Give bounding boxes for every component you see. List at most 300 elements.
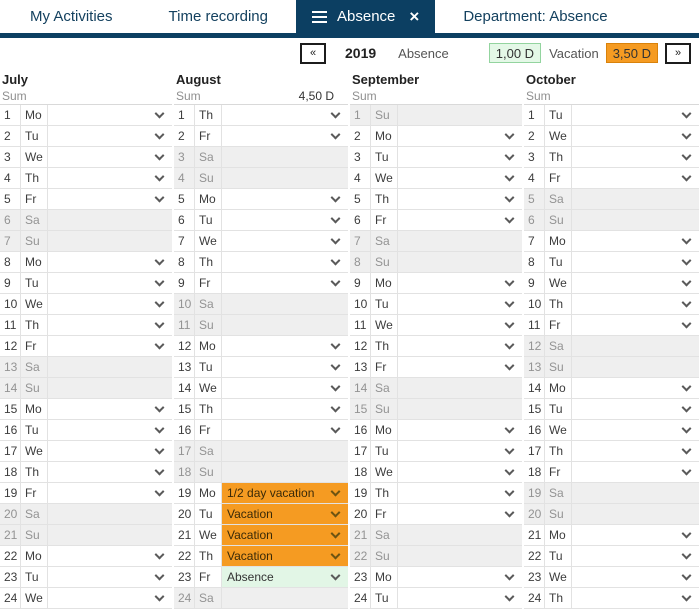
day-number: 9 <box>174 273 195 293</box>
absence-select[interactable] <box>398 483 522 503</box>
day-number: 15 <box>0 399 21 419</box>
day-row <box>174 336 348 357</box>
chevron-down-icon <box>682 235 692 245</box>
absence-select[interactable] <box>48 294 172 314</box>
absence-select[interactable] <box>572 525 699 545</box>
day-row <box>0 105 172 126</box>
chevron-down-icon <box>505 424 515 434</box>
day-row <box>350 357 522 378</box>
chevron-down-icon <box>505 466 515 476</box>
absence-select[interactable] <box>48 126 172 146</box>
absence-select[interactable] <box>222 336 348 356</box>
day-row <box>0 378 172 399</box>
absence-select[interactable] <box>48 336 172 356</box>
day-number: 16 <box>174 420 195 440</box>
weekday-label: Su <box>545 210 572 230</box>
chevron-down-icon <box>505 277 515 287</box>
day-row <box>0 357 172 378</box>
day-row <box>0 126 172 147</box>
day-row <box>174 126 348 147</box>
tab-label: Time recording <box>168 8 268 25</box>
chevron-down-icon <box>331 277 341 287</box>
weekday-label: Th <box>371 189 398 209</box>
prev-year-button[interactable]: « <box>300 43 326 64</box>
chevron-down-icon <box>505 487 515 497</box>
day-row <box>174 420 348 441</box>
day-number: 6 <box>524 210 545 230</box>
day-number: 2 <box>350 126 371 146</box>
absence-select <box>48 525 172 545</box>
day-row <box>350 126 522 147</box>
absence-select <box>222 315 348 335</box>
day-number: 22 <box>350 546 371 566</box>
weekday-label: Su <box>545 357 572 377</box>
weekday-label: Sa <box>371 378 398 398</box>
absence-select[interactable] <box>398 168 522 188</box>
chevron-down-icon <box>155 571 165 581</box>
day-number: 11 <box>350 315 371 335</box>
day-number: 22 <box>0 546 21 566</box>
chevron-down-icon <box>155 424 165 434</box>
weekday-label: Fr <box>371 357 398 377</box>
menu-icon[interactable] <box>312 11 327 23</box>
day-number: 1 <box>174 105 195 125</box>
day-number: 11 <box>0 315 21 335</box>
calendar <box>0 68 699 609</box>
day-row <box>350 105 522 126</box>
day-row <box>524 168 699 189</box>
weekday-label: Tu <box>371 588 398 608</box>
weekday-label: Tu <box>195 504 222 524</box>
absence-select[interactable] <box>222 525 348 545</box>
absence-select[interactable] <box>48 105 172 125</box>
month-column-october <box>524 70 699 609</box>
absence-select[interactable] <box>398 210 522 230</box>
weekday-label: Sa <box>195 588 222 608</box>
weekday-label: Su <box>371 546 398 566</box>
weekday-label: Tu <box>545 252 572 272</box>
day-number: 14 <box>350 378 371 398</box>
absence-select[interactable] <box>572 252 699 272</box>
year-label: 2019 <box>345 45 377 61</box>
tab-bar <box>0 0 699 33</box>
absence-select[interactable] <box>398 147 522 167</box>
absence-select[interactable] <box>398 294 522 314</box>
day-row <box>524 420 699 441</box>
day-row <box>524 273 699 294</box>
day-row <box>174 231 348 252</box>
absence-select <box>572 483 699 503</box>
weekday-label: Su <box>371 105 398 125</box>
day-row <box>174 525 348 546</box>
absence-select[interactable] <box>48 399 172 419</box>
absence-select[interactable] <box>48 273 172 293</box>
day-row <box>0 147 172 168</box>
absence-select <box>398 546 522 566</box>
weekday-label: Su <box>21 525 48 545</box>
weekday-label: Th <box>21 315 48 335</box>
day-number: 18 <box>350 462 371 482</box>
weekday-label: Mo <box>545 378 572 398</box>
day-number: 10 <box>350 294 371 314</box>
absence-select[interactable] <box>48 567 172 587</box>
weekday-label: Su <box>21 231 48 251</box>
weekday-label: Fr <box>545 462 572 482</box>
day-row <box>174 483 348 504</box>
chevron-down-icon <box>505 445 515 455</box>
weekday-label: Th <box>195 252 222 272</box>
chevron-down-icon <box>505 151 515 161</box>
absence-select[interactable] <box>572 462 699 482</box>
chevron-down-icon <box>331 235 341 245</box>
absence-select[interactable] <box>398 273 522 293</box>
absence-select[interactable] <box>572 441 699 461</box>
weekday-label: We <box>21 294 48 314</box>
absence-select[interactable] <box>398 189 522 209</box>
day-number: 7 <box>0 231 21 251</box>
day-number: 13 <box>0 357 21 377</box>
day-row <box>0 210 172 231</box>
tab-my-activities[interactable] <box>0 0 141 33</box>
absence-select[interactable] <box>222 399 348 419</box>
day-row <box>524 336 699 357</box>
chevron-down-icon <box>682 550 692 560</box>
absence-select[interactable] <box>398 420 522 440</box>
absence-select[interactable] <box>48 168 172 188</box>
absence-select[interactable] <box>398 462 522 482</box>
weekday-label: Tu <box>21 420 48 440</box>
absence-legend-label: Absence <box>398 45 449 61</box>
day-row <box>524 546 699 567</box>
day-row <box>174 567 348 588</box>
day-row <box>0 231 172 252</box>
weekday-label: Mo <box>195 483 222 503</box>
day-number: 8 <box>174 252 195 272</box>
day-row <box>0 525 172 546</box>
day-number: 11 <box>174 315 195 335</box>
day-row <box>174 147 348 168</box>
day-number: 17 <box>174 441 195 461</box>
day-number: 7 <box>174 231 195 251</box>
absence-select-value: Vacation <box>227 528 273 542</box>
weekday-label: Tu <box>545 546 572 566</box>
weekday-label: Tu <box>545 399 572 419</box>
absence-select[interactable] <box>572 126 699 146</box>
absence-select[interactable] <box>222 273 348 293</box>
day-row <box>0 168 172 189</box>
absence-select[interactable] <box>572 546 699 566</box>
chevron-down-icon <box>505 571 515 581</box>
absence-select <box>48 231 172 251</box>
weekday-label: Sa <box>545 336 572 356</box>
weekday-label: We <box>21 441 48 461</box>
absence-select[interactable] <box>48 315 172 335</box>
day-number: 12 <box>0 336 21 356</box>
day-row <box>0 252 172 273</box>
weekday-label: We <box>21 588 48 608</box>
day-row <box>0 546 172 567</box>
absence-select <box>398 252 522 272</box>
day-number: 3 <box>0 147 21 167</box>
day-number: 14 <box>174 378 195 398</box>
day-row <box>174 294 348 315</box>
absence-select[interactable] <box>48 252 172 272</box>
day-number: 7 <box>524 231 545 251</box>
weekday-label: We <box>21 147 48 167</box>
chevron-down-icon <box>331 508 341 518</box>
day-number: 5 <box>524 189 545 209</box>
absence-select[interactable] <box>48 147 172 167</box>
day-number: 1 <box>350 105 371 125</box>
day-number: 7 <box>350 231 371 251</box>
day-number: 13 <box>174 357 195 377</box>
absence-select[interactable] <box>48 420 172 440</box>
day-number: 13 <box>350 357 371 377</box>
month-column-september <box>350 70 522 609</box>
absence-select[interactable] <box>48 588 172 608</box>
chevron-down-icon <box>155 550 165 560</box>
absence-select[interactable] <box>48 483 172 503</box>
weekday-label: Mo <box>21 105 48 125</box>
absence-total-badge: 1,00 D <box>489 43 541 63</box>
day-number: 9 <box>524 273 545 293</box>
absence-select[interactable] <box>48 462 172 482</box>
absence-select[interactable] <box>572 105 699 125</box>
chevron-down-icon <box>682 424 692 434</box>
day-row <box>174 273 348 294</box>
chevron-down-icon <box>331 550 341 560</box>
absence-select[interactable] <box>222 252 348 272</box>
month-sum-row <box>524 87 699 105</box>
tab-label: Absence <box>337 8 396 25</box>
chevron-down-icon <box>505 172 515 182</box>
day-row <box>350 315 522 336</box>
day-number: 8 <box>350 252 371 272</box>
day-number: 24 <box>0 588 21 608</box>
weekday-label: Tu <box>371 147 398 167</box>
absence-select[interactable] <box>222 105 348 125</box>
weekday-label: Sa <box>371 525 398 545</box>
weekday-label: Th <box>545 147 572 167</box>
chevron-down-icon <box>155 256 165 266</box>
absence-select[interactable] <box>222 483 348 503</box>
day-number: 2 <box>0 126 21 146</box>
absence-select[interactable] <box>572 168 699 188</box>
absence-select <box>222 147 348 167</box>
weekday-label: Sa <box>195 441 222 461</box>
day-number: 20 <box>174 504 195 524</box>
chevron-down-icon <box>155 403 165 413</box>
day-number: 4 <box>0 168 21 188</box>
day-number: 18 <box>174 462 195 482</box>
chevron-down-icon <box>682 382 692 392</box>
absence-select[interactable] <box>48 189 172 209</box>
weekday-label: Mo <box>371 420 398 440</box>
day-number: 3 <box>350 147 371 167</box>
absence-select[interactable] <box>48 441 172 461</box>
absence-select[interactable] <box>572 294 699 314</box>
day-number: 4 <box>350 168 371 188</box>
weekday-label: Su <box>371 399 398 419</box>
absence-select[interactable] <box>222 126 348 146</box>
tab-absence[interactable] <box>296 0 435 33</box>
day-number: 17 <box>350 441 371 461</box>
absence-select[interactable] <box>398 126 522 146</box>
weekday-label: Tu <box>21 273 48 293</box>
absence-select[interactable] <box>222 504 348 524</box>
day-number: 6 <box>174 210 195 230</box>
day-row <box>0 441 172 462</box>
close-icon[interactable]: × <box>409 6 420 26</box>
absence-select[interactable] <box>222 546 348 566</box>
day-row <box>0 483 172 504</box>
day-number: 19 <box>0 483 21 503</box>
tab-time-recording[interactable] <box>141 0 296 33</box>
month-title: August <box>176 72 221 87</box>
day-row <box>350 189 522 210</box>
absence-select[interactable] <box>572 378 699 398</box>
month-sum-row <box>0 87 172 105</box>
weekday-label: We <box>195 525 222 545</box>
chevron-down-icon <box>682 466 692 476</box>
next-year-button[interactable]: » <box>665 43 691 64</box>
absence-select[interactable] <box>572 315 699 335</box>
day-number: 1 <box>524 105 545 125</box>
absence-select[interactable] <box>222 357 348 377</box>
day-row <box>524 252 699 273</box>
day-row <box>350 567 522 588</box>
chevron-down-icon <box>155 130 165 140</box>
day-row <box>174 315 348 336</box>
absence-select[interactable] <box>398 588 522 608</box>
absence-select <box>222 441 348 461</box>
absence-select[interactable] <box>572 420 699 440</box>
weekday-label: Th <box>545 294 572 314</box>
day-number: 15 <box>350 399 371 419</box>
weekday-label: Th <box>21 168 48 188</box>
weekday-label: Th <box>545 441 572 461</box>
absence-select[interactable] <box>222 378 348 398</box>
day-row <box>524 210 699 231</box>
day-row <box>350 168 522 189</box>
absence-select[interactable] <box>572 231 699 251</box>
absence-select[interactable] <box>398 504 522 524</box>
weekday-label: Mo <box>371 273 398 293</box>
day-row <box>0 189 172 210</box>
absence-select[interactable] <box>222 189 348 209</box>
absence-select <box>572 210 699 230</box>
absence-select <box>48 357 172 377</box>
chevron-down-icon <box>331 109 341 119</box>
day-number: 23 <box>350 567 371 587</box>
absence-select[interactable] <box>398 567 522 587</box>
absence-select[interactable] <box>398 441 522 461</box>
absence-select <box>572 504 699 524</box>
chevron-down-icon <box>682 445 692 455</box>
weekday-label: Mo <box>195 189 222 209</box>
absence-select <box>398 231 522 251</box>
day-row <box>524 378 699 399</box>
absence-select[interactable] <box>398 357 522 377</box>
day-number: 5 <box>0 189 21 209</box>
day-row <box>350 210 522 231</box>
weekday-label: Sa <box>21 357 48 377</box>
day-number: 24 <box>524 588 545 608</box>
absence-select[interactable] <box>572 147 699 167</box>
month-title: October <box>526 72 576 87</box>
absence-select[interactable] <box>572 399 699 419</box>
absence-select[interactable] <box>48 546 172 566</box>
day-row <box>174 504 348 525</box>
month-sum-row <box>350 87 522 105</box>
absence-select[interactable] <box>398 336 522 356</box>
weekday-label: We <box>545 126 572 146</box>
chevron-down-icon <box>331 130 341 140</box>
day-row <box>524 231 699 252</box>
day-number: 19 <box>174 483 195 503</box>
absence-select <box>398 399 522 419</box>
day-row <box>524 147 699 168</box>
day-row <box>524 294 699 315</box>
day-row <box>174 357 348 378</box>
absence-select[interactable] <box>222 210 348 230</box>
day-row <box>350 252 522 273</box>
month-column-august <box>174 70 348 609</box>
absence-select[interactable] <box>222 420 348 440</box>
day-row <box>174 441 348 462</box>
chevron-down-icon <box>155 592 165 602</box>
chevron-down-icon <box>505 340 515 350</box>
day-number: 14 <box>524 378 545 398</box>
month-sum-row <box>174 87 348 105</box>
day-row <box>174 588 348 609</box>
absence-select-value: Vacation <box>227 549 273 563</box>
day-number: 3 <box>174 147 195 167</box>
tab-department-absence[interactable] <box>435 0 635 33</box>
day-number: 16 <box>350 420 371 440</box>
day-number: 18 <box>0 462 21 482</box>
chevron-down-icon <box>682 151 692 161</box>
tab-label: Department: Absence <box>463 8 608 25</box>
absence-select[interactable] <box>222 567 348 587</box>
chevron-down-icon <box>682 109 692 119</box>
day-number: 21 <box>174 525 195 545</box>
absence-select[interactable] <box>572 588 699 608</box>
absence-select <box>398 105 522 125</box>
weekday-label: Mo <box>371 567 398 587</box>
weekday-label: We <box>195 378 222 398</box>
day-row <box>524 525 699 546</box>
absence-select[interactable] <box>222 231 348 251</box>
chevron-down-icon <box>331 361 341 371</box>
day-number: 21 <box>0 525 21 545</box>
day-number: 24 <box>174 588 195 608</box>
chevron-down-icon <box>331 382 341 392</box>
day-row <box>524 105 699 126</box>
weekday-label: Th <box>371 336 398 356</box>
day-row <box>350 147 522 168</box>
absence-select[interactable] <box>572 567 699 587</box>
absence-select[interactable] <box>572 273 699 293</box>
vacation-legend-label: Vacation <box>549 45 599 61</box>
day-number: 17 <box>0 441 21 461</box>
weekday-label: Fr <box>195 420 222 440</box>
weekday-label: Mo <box>545 525 572 545</box>
absence-select[interactable] <box>398 315 522 335</box>
day-row <box>174 462 348 483</box>
weekday-label: Th <box>371 483 398 503</box>
chevron-down-icon <box>331 214 341 224</box>
